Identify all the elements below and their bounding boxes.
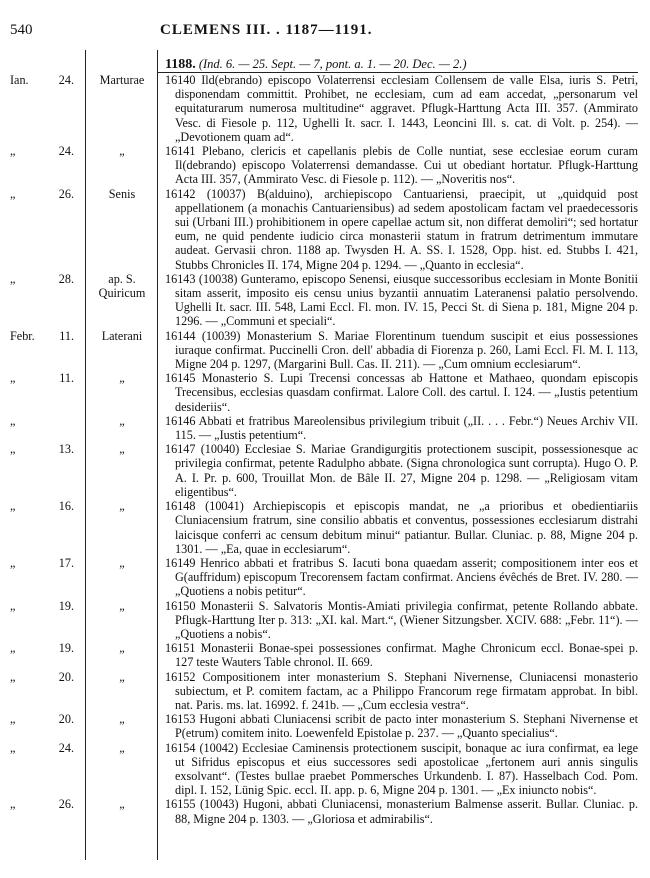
entry-date <box>10 741 80 755</box>
entry-date <box>10 187 80 201</box>
entry-day: 26. <box>58 186 74 201</box>
entry-month: Febr. <box>10 328 35 343</box>
entry-place: „ <box>119 413 125 428</box>
regest-entry <box>0 371 650 414</box>
indiction-label: (Ind. 6. — 25. Sept. — 7, pont. a. 1. — 20. Dec. — 2.) <box>198 57 467 71</box>
entry-month: „ <box>10 641 16 656</box>
entry-text: 16155 (10043) Hugoni, abbati Cluniacensi, monasterium Balmense asserit. Bullar. Cluniac. p. 88, Migne 204 p. 1303. — „Gloriosa et admirabilis“. <box>165 797 638 826</box>
regest-entry <box>0 797 650 825</box>
entry-date <box>10 329 80 343</box>
entry-day: 28. <box>58 271 74 286</box>
entry-day: 24. <box>58 740 74 755</box>
entry-day: 11. <box>59 371 74 386</box>
entry-date <box>10 599 80 613</box>
entry-text: 16145 Monasterio S. Lupi Trecensi concessas ab Hattone et Mathaeo, quondam episcopis Trecensibus, ecclesias quasdam confirmat. Lalore Coll. des cartul. I. 124. — „Iustis petentium desideriis“. <box>165 371 638 414</box>
regest-entry <box>0 414 650 442</box>
entry-text: 16149 Henrico abbati et fratribus S. Iacuti bona quaedam asserit; compositionem inter eos et G(auffridum) episcopum Trecorensem factam confirmat. Anciens évêchés de Bret. IV. 280. — „Quotiens a nobis petitur“. <box>165 555 638 599</box>
entry-month: Ian. <box>10 73 29 87</box>
regest-entry <box>0 187 650 272</box>
entry-text: 16151 Monasterii Bonae-spei possessiones confirmat. Maghe Chronicum eccl. Bonae-spei p. 127 teste Wauters Table chronol. II. 669. <box>165 641 638 670</box>
entry-date <box>10 272 80 286</box>
entry-day: 11. <box>59 328 74 343</box>
entry-text: 16141 Plebano, clericis et capellanis plebis de Colle nuntiat, sese ecclesiae eorum curam Il(debrando) episcopo Volaterrensi demandasse. Cui ut obediant hortatur. Pflugk-Harttung Acta III. 357, (Ammirato Vesc. di Fiesole p. 112). — „Noveritis nos“. <box>165 144 638 187</box>
entry-date <box>10 797 80 811</box>
entry-text: 16152 Compositionem inter monasterium S. Stephani Nivernense, Cluniacensi monasterio subiectum, et P. comitem factam, ac a Philippo Francorum rege firmatam approbat. In bibl. nat. Paris. ms. lat. 16992. f. 241b. — „Cum ecclesia vestra“. <box>165 669 638 712</box>
entry-date <box>10 73 80 87</box>
entry-month: „ <box>10 797 16 812</box>
entry-date <box>10 641 80 655</box>
entry-place: „ <box>119 797 125 812</box>
entry-place: Marturae <box>99 73 145 87</box>
entry-date <box>10 414 80 428</box>
page-header <box>10 22 638 40</box>
entry-date <box>10 712 80 726</box>
entry-text: 16142 (10037) B(alduino), archiepiscopo Cantuariensi, praecipit, ut „quidquid post appellationem (a monachis Cantuariensibus) ad sedem apostolicam factam vel praedecessoris sui (Urbani III.) prohibitionem in opere capellae actum sit, non differat demoliri“; sed hortatur eum, ne quid pendente iudicio circa monasterii statum in fratrum detrimentum immutare audeat. Gervasii chron. 1188 ap. Twysden H. A. SS. I. 1528, Opp. hist. ed. Stubbs I. 421, Stubbs Chronicles II. 174, Migne 204 p. 1294. — „Quanto in ecclesia“. <box>165 186 638 272</box>
entry-day: 24. <box>58 144 74 159</box>
entry-text: 16153 Hugoni abbati Cluniacensi scribit de pacto inter monasterium S. Stephani Nivernense et P(etrum) comitem inito. Loewenfeld Epistolae p. 237. — „Quanto specialius“. <box>165 712 638 741</box>
regest-entry <box>0 556 650 599</box>
entry-month: „ <box>10 442 16 457</box>
page-number: 540 <box>10 22 33 38</box>
entry-day: 24. <box>58 73 74 87</box>
regest-entry <box>0 641 650 669</box>
entry-place: „ <box>119 740 125 755</box>
regest-entry <box>0 670 650 713</box>
entry-month: „ <box>10 598 16 613</box>
year-heading <box>165 56 640 73</box>
regest-entry <box>0 741 650 798</box>
entry-place: „ <box>119 555 125 570</box>
entry-day: 17. <box>58 555 74 570</box>
entry-date <box>10 556 80 570</box>
entry-month: „ <box>10 669 16 684</box>
entry-day: 13. <box>58 442 74 457</box>
entry-date <box>10 371 80 385</box>
entry-day: 20. <box>58 712 74 727</box>
entry-month: „ <box>10 271 16 286</box>
entry-month: „ <box>10 499 16 514</box>
entry-place: Laterani <box>101 328 143 343</box>
year-label: 1188. <box>165 57 196 72</box>
entry-day: 16. <box>58 499 74 514</box>
entry-day: 19. <box>58 641 74 656</box>
regest-entry <box>0 272 650 329</box>
entry-month: „ <box>10 186 16 201</box>
entry-place: „ <box>119 442 125 457</box>
entry-month: „ <box>10 371 16 386</box>
entry-month: „ <box>10 712 16 727</box>
entry-text: 16143 (10038) Gunteramo, episcopo Senensi, eiusque successoribus ecclesiam in Monte Bonitii sitam asserit, imposito eis censu unius byzantii annuatim Lateranensi palatio persolvendo. Ughelli It. sacr. III. 548, Lami Eccl. Fl. mon. IV. 15, Pecci St. di Siena p. 181, Migne 204 p. 1296. — „Communi et speciali“. <box>165 271 638 329</box>
regest-entry <box>0 712 650 740</box>
entry-date <box>10 442 80 456</box>
regest-entry <box>0 442 650 499</box>
regest-entry <box>0 144 650 187</box>
entry-text: 16150 Monasterii S. Salvatoris Montis-Amiati privilegia confirmat, petente Rollando abbate. Pflugk-Harttung Iter p. 313: „XI. kal. Mart.“, (Wiener Sitzungsber. XCIV. 688: „Febr. 11“). — „Quotiens a nobis“. <box>165 598 638 641</box>
entry-place: Senis <box>108 186 136 201</box>
regesta-list <box>0 73 650 826</box>
entry-text: 16147 (10040) Ecclesiae S. Mariae Grandigurgitis protectionem suscipit, possessionesque ac privilegia confirmat, petente Radulpho abbate. (Signa chronologica sunt corrupta). Hugo O. P. A. I. Pr. p. 600, Trouillat Mon. de Bâle II. 27, Migne 204 p. 1298. — „Religiosam vitam eligentibus“. <box>165 442 638 499</box>
entry-place: „ <box>119 598 125 613</box>
entry-place: „ <box>119 712 125 727</box>
entry-place: „ <box>119 641 125 656</box>
running-title: CLEMENS III. . 1187—1191. <box>160 22 373 38</box>
entry-month: „ <box>10 740 16 755</box>
entry-month: „ <box>10 144 16 159</box>
entry-place: ap. S. Quiricum <box>98 271 146 301</box>
entry-text: 16140 Ild(ebrando) episcopo Volaterrensi ecclesiam Collensem de valle Elsa, iuris S. Petri, disponendam committit. Prohibet, ne ecclesiam, cum ad eam accedat, „personarum vel equitaturarum numerosa multitudine“ aggravet. Pflugk-Harttung Acta III. 357. (Ammirato Vesc. di Fiesole p. 112, Ughelli It. sacr. I. 1443, Leoncini Ill. s. cat. di Volt. p. 254). — „Devotionem quam ad“. <box>165 73 638 144</box>
entry-place: „ <box>119 144 125 159</box>
regest-entry <box>0 73 650 144</box>
entry-day: 20. <box>58 669 74 684</box>
entry-text: 16146 Abbati et fratribus Mareolensibus privilegium tribuit („II. . . . Febr.“) Neues Archiv VII. 115. — „Iustis petentium“. <box>165 413 638 443</box>
entry-date <box>10 499 80 513</box>
entry-month: „ <box>10 413 16 428</box>
entry-month: „ <box>10 555 16 570</box>
entry-text: 16144 (10039) Monasterium S. Mariae Florentinum tuendum suscipit et eius possessiones iuraque confirmat. Puccinelli Cron. dell' abbadia di Fiorenza p. 260, Lami Eccl. Fl. M. I. 113, Migne 204 p. 1297, (Margarini Bull. Cas. II. 211). — „Cum omnium ecclesiarum“. <box>165 328 638 372</box>
regest-entry <box>0 499 650 556</box>
entry-text: 16154 (10042) Ecclesiae Caminensis protectionem suscipit, bonaque ac iura confirmat, ea lege ut Sifridus episcopus et eius successores sedi apostolicae „fertonem auri annis singulis exsolvant“. (Testes bullae praebet Pommersches Urkundenb. I. 87). Hasselbach Cod. Pom. dipl. I. 152, Lünig Spic. eccl. II. app. p. 6, Migne 204 p. 1301. — „Ex iniuncto nobis“. <box>165 740 638 798</box>
entry-place: „ <box>119 669 125 684</box>
entry-date <box>10 670 80 684</box>
entry-place: „ <box>119 371 125 386</box>
entry-date <box>10 144 80 158</box>
entry-day: 26. <box>58 797 74 812</box>
regest-entry <box>0 329 650 372</box>
entry-text: 16148 (10041) Archiepiscopis et episcopis mandat, ne „a prioribus et obedientiariis Cluniacensium fratrum, sine consilio abbatis et conventus, possessiones ecclesiarum distrahi laicisque conferri ac censum debitum minui“ patiantur. Bullar. Cluniac. p. 88, Migne 204 p. 1301. — „Ea, quae in ecclesiarum“. <box>165 499 638 556</box>
entry-place: „ <box>119 499 125 514</box>
entry-day: 19. <box>58 598 74 613</box>
regest-entry <box>0 599 650 642</box>
